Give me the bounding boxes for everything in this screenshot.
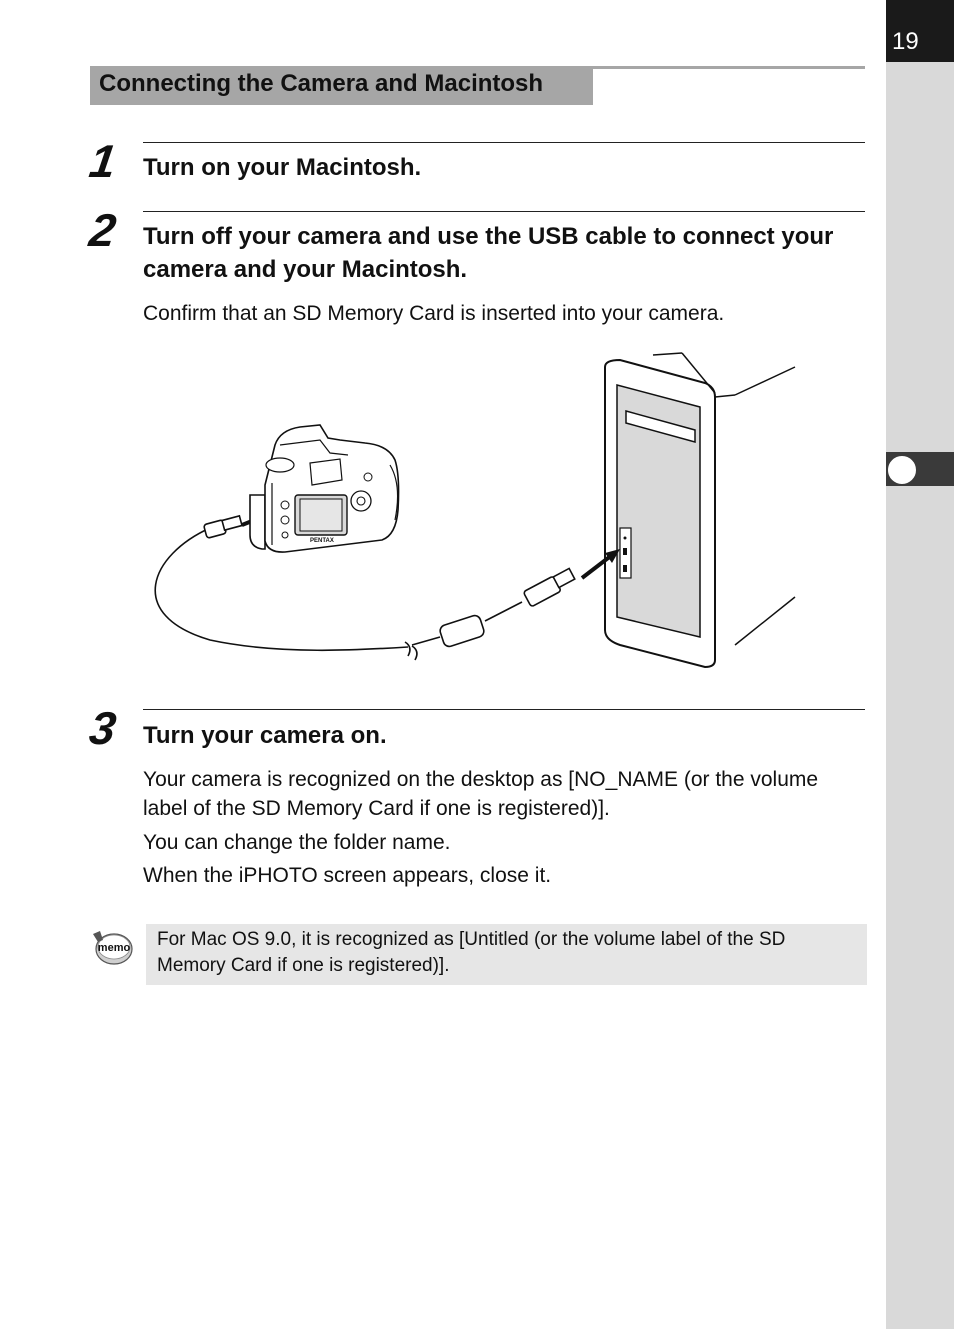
- step-1-title: Turn on your Macintosh.: [143, 154, 422, 181]
- step-1-number: 1: [86, 135, 120, 187]
- side-tab: [886, 0, 954, 1329]
- step-2-body: Confirm that an SD Memory Card is inserted into your camera.: [143, 302, 725, 325]
- step-3-body-iphoto: When the iPHOTO screen appears, close it.: [143, 864, 552, 887]
- camera-icon: [250, 425, 399, 552]
- chapter-dot-icon: [886, 454, 918, 486]
- step-2-title: Turn off your camera and use the USB cable to connect your camera and your Macintosh.: [143, 223, 834, 283]
- memo-text: For Mac OS 9.0, it is recognized as [Untitled (or the volume label of the SD Memory Card if one is registered)].: [157, 929, 786, 976]
- camera-brand-label: PENTAX: [310, 538, 334, 544]
- page-number: 19: [892, 28, 919, 55]
- step-3-body-recognized: Your camera is recognized on the desktop as [NO_NAME (or the volume label of the SD Memory Card if one is registered)].: [143, 768, 819, 820]
- step-3-number: 3: [86, 702, 120, 754]
- step-3-title: Turn your camera on.: [143, 722, 387, 749]
- step-3-body-folder: You can change the folder name.: [143, 831, 451, 854]
- step-3-rule: [143, 709, 865, 710]
- camera-to-mac-usb-illustration: [150, 345, 810, 680]
- section-title: Connecting the Camera and Macintosh: [99, 70, 544, 97]
- memo-icon-label: memo: [97, 942, 131, 954]
- step-2-number: 2: [86, 204, 120, 256]
- step-2-rule: [143, 211, 865, 212]
- power-mac-icon: [605, 353, 795, 667]
- step-1-rule: [143, 142, 865, 143]
- memo-icon: [90, 928, 134, 968]
